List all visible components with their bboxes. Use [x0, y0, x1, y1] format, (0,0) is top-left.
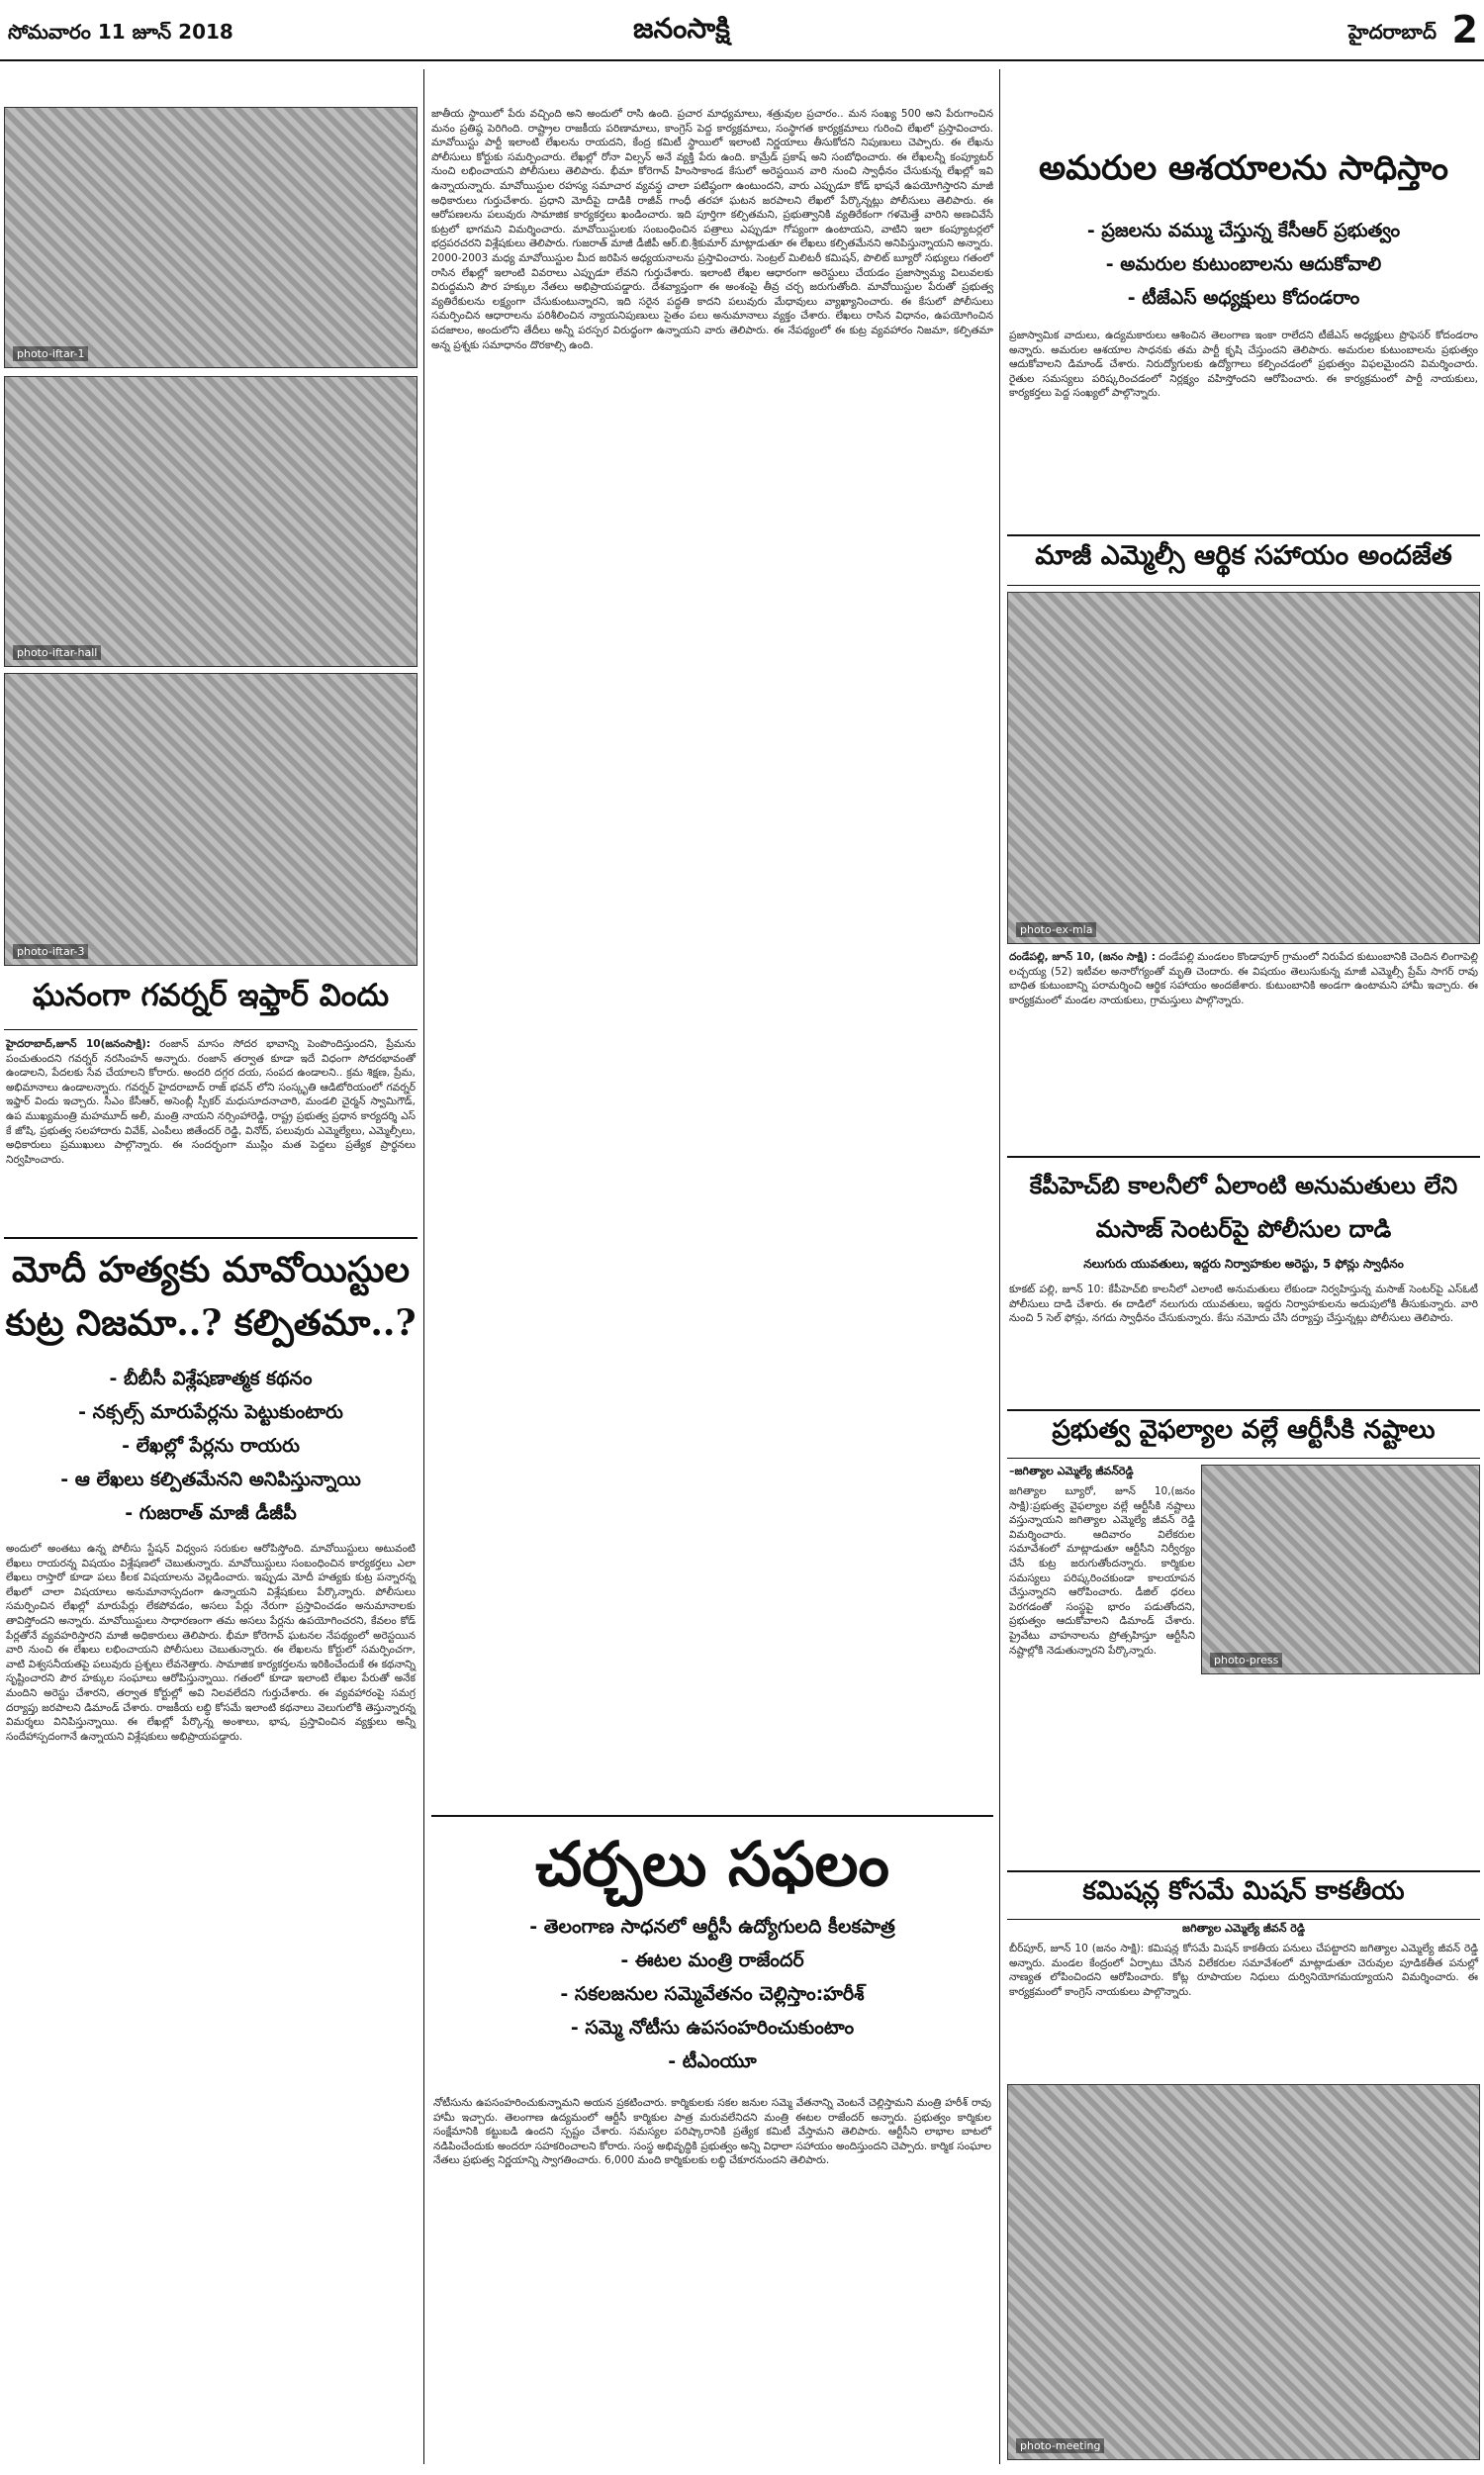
talks-success-headline: చర్చలు సఫలం [535, 1828, 889, 1900]
massage-raid-headline: కేపీహెచ్‌బి కాలనీలో ఏలాంటి అనుమతులు లేని మసాజ్ సెంటర్‌పై పోలీసుల దాడి [1029, 1171, 1458, 1243]
governor-iftar-headline: ఘనంగా గవర్నర్ ఇఫ్తార్ విందు [32, 978, 390, 1013]
page-number: 2 [1451, 8, 1478, 51]
mission-kakatiya-byline: జగిత్యాల ఎమ్మెల్యే జీవన్ రెడ్డి [1182, 1922, 1305, 1935]
iftar-photo-1: photo-iftar-1 [4, 107, 417, 368]
modi-plot-headline: మోదీ హత్యకు మావోయిస్టుల కుట్ర నిజమా..? కల్పితమా..? [5, 1249, 417, 1344]
iftar-hall-photo: photo-iftar-hall [4, 376, 417, 667]
martyrs-body: ప్రజాస్వామిక వాదులు, ఉద్యమకారులు ఆశించిన తెలంగాణ ఇంకా రాలేదని టీజేఎస్ అధ్యక్షులు ప్రొఫెసర్ కోదండరాం అన్నారు. అమరుల ఆశయాల సాధనకు తమ పార్టీ కృషి చేస్తుందని తెలిపారు. అమరుల కుటుంబాలను ప్రభుత్వం ఆదుకోవాలని డిమాండ్ చేశారు. నిరుద్యోగులకు ఉద్యోగాలు కల్పించడంలో ప్రభుత్వం విఫలమైందని విమర్శించారు. రైతుల సమస్యలు పరిష్కరించడంలో నిర్లక్ష్యం వహిస్తోందని ఆరోపించారు. ఈ కార్యక్రమంలో పార్టీ నాయకులు, కార్యకర్తలు పెద్ద సంఖ్యలో పాల్గొన్నారు. [1009, 330, 1482, 400]
massage-raid-subhead: నలుగురు యువతులు, ఇద్దరు నిర్వాహకుల అరెస్టు, 5 ఫోన్లు స్వాధీనం [1083, 1257, 1404, 1271]
martyrs-subheads: - ప్రజలను వమ్ము చేస్తున్న కేసీఆర్ ప్రభుత్వం - అమరుల కుటుంబాలను ఆదుకోవాలి - టీజేఎస్ అధ్యక్షులు కోదండరాం [1086, 220, 1401, 309]
iftar-photo-3: photo-iftar-3 [4, 673, 417, 966]
modi-plot-subheads: - బీబీసీ విశ్లేషణాత్మక కథనం - నక్సల్స్ మారుపేర్లను పెట్టుకుంటారు - లేఖల్లో పేర్లను రాయరు - ఆ లేఖలు కల్పితమేనని అనిపిస్తున్నాయి - గుజరాత్ మాజీ డీజీపీ [60, 1368, 361, 1524]
ex-mlc-photo: photo-ex-mla [1007, 592, 1480, 944]
martyrs-headline: అమరుల ఆశయాలను సాధిస్తాం [1038, 148, 1449, 188]
edition-city: హైదరాబాద్ [1347, 20, 1437, 44]
mission-kakatiya-body: బీర్‌పూర్, జూన్ 10 (జనం సాక్షి): కమిషన్ల కోసమే మిషన్ కాకతీయ పనులు చేపట్టారని జగిత్యాల ఎమ్మెల్యే జీవన్ రెడ్డి అన్నారు. మండల కేంద్రంలో ఏర్పాటు చేసిన విలేకరుల సమావేశంలో మాట్లాడుతూ చెరువుల పూడికతీత పనుల్లో నాణ్యత లోపించిందని ఆరోపించారు. కోట్ల రూపాయల నిధులు దుర్వినియోగమయ్యాయని విమర్శించారు. ఈ కార్యక్రమంలో కాంగ్రెస్ నాయకులు పాల్గొన్నారు. [1009, 1943, 1482, 1998]
mid-column-body: జాతీయ స్థాయిలో పేరు వచ్చింది అని అందులో రాసి ఉంది. ప్రచార మాధ్యమాలు, శత్రువుల ప్రచారం.. మన సంఖ్య 500 అని పేరుగాంచిన మనం ప్రతిష్ఠ పెరిగింది. రాష్ట్రాల రాజకీయ పరిణామాలు, కాంగ్రెస్ పెద్ద కార్యక్రమాలు, సంస్థాగత కార్యక్రమాలు గురించి లేఖలో ప్రస్తావించారు. మావోయిస్టు పార్టీ ఇలాంటి లేఖలను రాయదని, కేంద్ర కమిటీ స్థాయిలో ఇలాంటి నిర్ణయాలు తీసుకోదని నిపుణులు చెప్పారు. ఈ లేఖను పోలీసులు కోర్టుకు సమర్పించారు. లేఖల్లో రోనా విల్సన్ అనే వ్యక్తి పేరు ఉంది. కామ్రేడ్ ప్రకాష్ అని సంబోధించారు. ఈ లేఖలన్నీ కంప్యూటర్ నుంచి లభించాయని పోలీసులు తెలిపారు. భీమా కోరెగావ్ హింసాకాండ కేసులో అరెస్టయిన వారి నుంచి స్వాధీనం చేసుకున్న లేఖల్లో ఇవి ఉన్నాయన్నారు. మావోయిస్టుల రహస్య సమాచార వ్యవస్థ చాలా పటిష్ఠంగా ఉంటుందని, వారు ఎప్పుడూ కోడ్ భాషనే ఉపయోగిస్తారని మాజీ అధికారులు గుర్తుచేశారు. ప్రధాని మోదీపై దాడికి రాజీవ్ గాంధీ తరహా ఘటన జరపాలని లేఖలో పేర్కొన్నట్లు పోలీసులు తెలిపారు. ఈ ఆరోపణలను పలువురు సామాజిక కార్యకర్తలు ఖండించారు. ఇది పూర్తిగా కల్పితమని, ప్రభుత్వానికి వ్యతిరేకంగా గళమెత్తే వారిని అణచివేసే కుట్రలో భాగమని విమర్శించారు. మావోయిస్టులకు సంబంధించిన పత్రాలు ఎప్పుడూ గోప్యంగా ఉంటాయని, వాటిని ఇలా కంప్యూటర్లలో భద్రపరచరని విశ్లేషకులు తెలిపారు. గుజరాత్ మాజీ డీజీపీ ఆర్.బి.శ్రీకుమార్ మాట్లాడుతూ ఈ లేఖలు కల్పితమేనని అనిపిస్తున్నాయని అన్నారు. 2000-2003 మధ్య మావోయిస్టుల మీద జరిపిన అధ్యయనాలను ప్రస్తావించారు. సెంట్రల్ మిలిటరీ కమిషన్, పొలిట్ బ్యూరో సభ్యులు గతంలో రాసిన లేఖల్లో ఇలాంటి వివరాలు ఎప్పుడూ లేవని గుర్తుచేశారు. ఇలాంటి లేఖల ఆధారంగా అరెస్టులు చేయడం ప్రజాస్వామ్య విలువలకు విరుద్ధమని పౌర హక్కుల నేతలు అభిప్రాయపడ్డారు. దేశవ్యాప్తంగా ఈ అంశంపై తీవ్ర చర్చ జరుగుతోంది. మావోయిస్టుల పేరుతో ప్రభుత్వ వ్యతిరేకులను లక్ష్యంగా చేసుకుంటున్నారని, ఇది సరైన పద్ధతి కాదని పలువురు మేధావులు వ్యాఖ్యానించారు. ఈ కేసులో పోలీసులు సమర్పించిన ఆధారాలను పరిశీలించిన న్యాయనిపుణులు సైతం పలు అనుమానాలు వ్యక్తం చేశారు. లేఖలు రాసిన విధానం, ఉపయోగించిన పదజాలం, అందులోని తేదీలు అన్నీ పరస్పర విరుద్ధంగా ఉన్నాయని వారు తెలిపారు. ఈ నేపథ్యంలో ఈ కుట్ర వ్యవహారం నిజమా, కల్పితమా అన్న ప్రశ్నకు సమాధానం దొరకాల్సి ఉంది. [431, 108, 997, 351]
press-meet-photo: photo-press [1201, 1465, 1480, 1674]
massage-raid-body: కూకట్ పల్లి, జూన్ 10: కేపీహెచ్‌బి కాలనీలో ఎలాంటి అనుమతులు లేకుండా నిర్వహిస్తున్న మసాజ్ సెంటర్‌పై ఎస్ఓటీ పోలీసులు దాడి చేశారు. ఈ దాడిలో నలుగురు యువతులు, ఇద్దరు నిర్వాహకులను అదుపులోకి తీసుకున్నారు. వారి నుంచి 5 సెల్ ఫోన్లు, నగదు స్వాధీనం చేసుకున్నారు. కేసు నమోదు చేసి దర్యాప్తు చేస్తున్నట్లు పోలీసులు తెలిపారు. [1009, 1284, 1482, 1325]
rtc-loss-body-right [1201, 1680, 1478, 1866]
rtc-loss-body-left: జగిత్యాల బ్యూరో, జూన్ 10,(జనం సాక్షి):ప్రభుత్వ వైఫల్యాల వల్లే ఆర్టీసీకి నష్టాలు వస్తున్నాయని జగిత్యాల ఎమ్మెల్యే జీవన్ రెడ్డి విమర్శించారు. ఆదివారం విలేకరుల సమావేశంలో మాట్లాడుతూ ఆర్టీసీని నిర్వీర్యం చేసే కుట్ర జరుగుతోందన్నారు. కార్మికుల సమస్యలు పరిష్కరించకుండా కాలయాపన చేస్తున్నారని ఆరోపించారు. డీజిల్ ధరలు పెరగడంతో సంస్థపై భారం పడుతోందని, ప్రభుత్వం ఆదుకోవాలని డిమాండ్ చేశారు. ప్రైవేటు వాహనాలను ప్రోత్సహిస్తూ ఆర్టీసీని నష్టాల్లోకి నెడుతున్నారని పేర్కొన్నారు. [1009, 1485, 1199, 1657]
talks-success-body: నోటీసును ఉపసంహరించుకున్నామని అయన ప్రకటించారు. కార్మికులకు సకల జనుల సమ్మె వేతనాన్ని వెంటనే చెల్లిస్తామని మంత్రి హరీశ్ రావు హామీ ఇచ్చారు. తెలంగాణ ఉద్యమంలో ఆర్టీసీ కార్మికుల పాత్ర మరువలేనిదని మంత్రి ఈటల రాజేందర్ అన్నారు. ప్రభుత్వం కార్మికుల సంక్షేమానికి కట్టుబడి ఉందని స్పష్టం చేశారు. సమస్యల పరిష్కారానికి ప్రత్యేక కమిటీ వేస్తామని తెలిపారు. ఆర్టీసీని లాభాల బాటలో నడిపించేందుకు అందరూ సహకరించాలని కోరారు. సంస్థ అభివృద్ధికి ప్రభుత్వం అన్ని విధాలా సహాయం అందిస్తుందని చెప్పారు. కార్మిక సంఘాల నేతలు ప్రభుత్వ నిర్ణయాన్ని స్వాగతించారు. 6,000 మంది కార్మికులకు లబ్ధి చేకూరనుందని తెలిపారు. [433, 2097, 995, 2167]
mission-kakatiya-headline: కమిషన్ల కోసమే మిషన్ కాకతీయ [1082, 1876, 1405, 1906]
ex-mlc-aid-body: దండేపల్లి, జూన్ 10, (జనం సాక్షి) : దండేపల్లి మండలం కొండాపూర్ గ్రామంలో నిరుపేద కుటుంబానికి చెందిన లింగాపెల్లి లచ్చయ్య (52) ఇటీవల అనారోగ్యంతో మృతి చెందారు. ఈ విషయం తెలుసుకున్న మాజీ ఎమ్మెల్సీ ప్రేమ్ సాగర్ రావు బాధిత కుటుంబాన్ని పరామర్శించి ఆర్థిక సహాయం అందజేశారు. కుటుంబానికి అండగా ఉంటామని హామీ ఇచ్చారు. ఈ కార్యక్రమంలో మండల నాయకులు, గ్రామస్తులు పాల్గొన్నారు. [1009, 951, 1482, 1006]
rtc-loss-headline: ప్రభుత్వ వైఫల్యాల వల్లే ఆర్టీసీకి నష్టాలు [1052, 1415, 1436, 1445]
right-column-top-text [1007, 69, 1480, 133]
rtc-loss-byline: –జగిత్యాల ఎమ్మెల్యే జీవన్‌రెడ్డి [1009, 1465, 1134, 1477]
newspaper-logo: జనంసాక్షి [633, 12, 730, 45]
meeting-photo: photo-meeting [1007, 2084, 1480, 2460]
talks-success-subheads: - తెలంగాణ సాధనలో ఆర్టీసీ ఉద్యోగులది కీలకపాత్ర - ఈటల మంత్రి రాజేందర్ - సకలజనుల సమ్మెవేతనం చెల్లిస్తాం:హరీశ్ - సమ్మె నోటీసు ఉపసంహరించుకుంటాం - టీఎంయూ [529, 1916, 895, 2072]
modi-plot-body: అందులో అంతటు ఉన్న పోలీసు స్టేషన్ విధ్వంస సరుకుల ఆరోపిస్తోంది. మావోయిస్టులు అటువంటి లేఖలు రాయరన్న విషయం విశ్లేషణలో చెబుతున్నారు. మావోయిస్టులు సంబంధించిన కార్యకర్తలు ఎలా లేఖలు రాస్తారో కూడా పలు కీలక విషయాలను వెల్లడించారు. ఇప్పుడు మోదీ హత్యకు కుట్ర పన్నారన్న లేఖలో చాలా విషయాలు అనుమానాస్పదంగా ఉన్నాయని విశ్లేషకులు పేర్కొన్నారు. పోలీసులు సమర్పించిన లేఖల్లో మారుపేర్లు లేకపోవడం, అసలు పేర్లు నేరుగా ప్రస్తావించడం అనుమానాలకు తావిస్తోందని అన్నారు. మావోయిస్టులు సాధారణంగా తమ అసలు పేర్లను ఉపయోగించరని, కేవలం కోడ్ పేర్లతోనే వ్యవహరిస్తారని మాజీ అధికారులు తెలిపారు. భీమా కోరెగావ్ ఘటనల నేపథ్యంలో అరెస్టయిన వారి నుంచి ఈ లేఖలు లభించాయని పోలీసులు చెబుతున్నారు. ఈ లేఖలను కోర్టులో సమర్పించగా, వాటి విశ్వసనీయతపై పలువురు ప్రశ్నలు లేవనెత్తారు. సామాజిక కార్యకర్తలను ఇరికించేందుకే ఈ కథనాన్ని సృష్టించారని పౌర హక్కుల సంఘాలు ఆరోపిస్తున్నాయి. గతంలో కూడా ఇలాంటి లేఖల పేరుతో అనేక మందిని అరెస్టు చేశారని, తర్వాత కోర్టుల్లో అవి నిలవలేదని గుర్తుచేశారు. ఈ వ్యవహారంపై సమగ్ర దర్యాప్తు జరపాలని డిమాండ్ చేశారు. రాజకీయ లబ్ధి కోసమే ఇలాంటి కథనాలు వెలుగులోకి తెస్తున్నారన్న విమర్శలు వినిపిస్తున్నాయి. ఈ లేఖల్లో పేర్కొన్న అంశాలు, భాష, ప్రస్తావించిన వ్యక్తులు అన్నీ సందేహాస్పదంగానే ఉన్నాయని విశ్లేషకులు అభిప్రాయపడ్డారు. [6, 1543, 419, 1743]
masthead [0, 0, 1484, 61]
ex-mlc-aid-headline: మాజీ ఎమ్మెల్సీ ఆర్థిక సహాయం అందజేత [1035, 540, 1452, 571]
governor-iftar-body: హైదరాబాద్,జూన్ 10(జనంసాక్షి): రంజాన్ మాసం సోదర భావాన్ని పెంపొందిస్తుందని, ప్రేమను పంచుతుందని గవర్నర్ నరసింహన్ అన్నారు. రంజాన్ తర్వాత కూడా ఇదే విధంగా సోదరభావంతో ఉండాలని, పేదలకు సేవ చేయాలని కోరారు. అందరి దగ్గర దయ, సంపద ఉండాలని.. క్రమ శిక్షణ, ప్రేమ, అభిమానాలు ఉండాలన్నారు. గవర్నర్ హైదరాబాద్ రాజ్ భవన్ లోని సంస్కృతి ఆడిటోరియంలో గవర్నర్ ఇఫ్తార్ విందు ఇచ్చారు. సీఎం కేసీఆర్, అసెంబ్లీ స్పీకర్ మధుసూదనాచారి, మండలి చైర్మన్ స్వామిగౌడ్, ఉప ముఖ్యమంత్రి మహమూద్ అలీ, మంత్రి నాయని నర్సింహారెడ్డి, రాష్ట్ర ప్రభుత్వ ప్రధాన కార్యదర్శి ఎస్ కే జోషి, ప్రభుత్వ సలహాదారు వివేక్, ఎంపీలు జితేందర్ రెడ్డి, వినోద్, పలువురు ఎమ్మెల్యేలు, ఎమ్మెల్సీలు, అధికారులు ప్రముఖులు పాల్గొన్నారు. ఈ సందర్భంగా ముస్లిం మత పెద్దలు ప్రత్యేక ప్రార్థనలు నిర్వహించారు. [6, 1038, 419, 1166]
issue-date: సోమవారం 11 జూన్ 2018 [8, 20, 233, 44]
